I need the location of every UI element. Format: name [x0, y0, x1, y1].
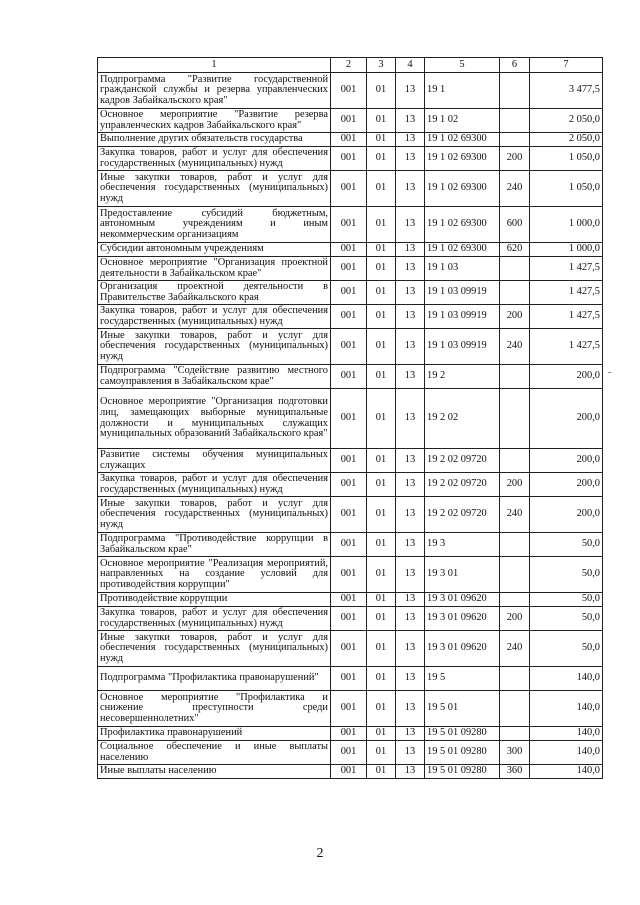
row-col2-cell: 001 [331, 281, 367, 305]
row-col4-cell: 13 [396, 73, 425, 109]
row-col4-cell: 13 [396, 207, 425, 243]
column-header-2: 2 [331, 58, 367, 73]
row-name-cell: Подпрограмма "Профилактика правонарушений" [98, 667, 331, 691]
table-row [98, 365, 603, 389]
row-code-cell: 19 3 [425, 533, 500, 557]
row-name-cell: Закупка товаров, работ и услуг для обеспечения государственных (муниципальных) нужд [98, 305, 331, 329]
row-col6-cell [500, 691, 530, 727]
row-amount-cell: 1 427,5 [530, 281, 603, 305]
row-col3-cell: 01 [367, 607, 396, 631]
row-code-cell: 19 2 [425, 365, 500, 389]
row-col2-cell: 001 [331, 449, 367, 473]
row-amount-cell: 200,0 [530, 473, 603, 497]
table-row [98, 329, 603, 365]
row-amount-cell: 140,0 [530, 727, 603, 741]
row-col4-cell: 13 [396, 607, 425, 631]
row-col2-cell: 001 [331, 389, 367, 449]
table-body [98, 73, 603, 779]
row-code-cell: 19 3 01 [425, 557, 500, 593]
row-col6-cell: 200 [500, 147, 530, 171]
row-col3-cell: 01 [367, 389, 396, 449]
row-col6-cell [500, 727, 530, 741]
row-col2-cell: 001 [331, 329, 367, 365]
row-amount-cell: 1 050,0 [530, 147, 603, 171]
table-row [98, 473, 603, 497]
row-col6-cell [500, 449, 530, 473]
row-col3-cell: 01 [367, 109, 396, 133]
row-col3-cell: 01 [367, 73, 396, 109]
row-col2-cell: 001 [331, 727, 367, 741]
row-col6-cell [500, 133, 530, 147]
row-code-cell: 19 1 02 69300 [425, 207, 500, 243]
row-code-cell: 19 1 02 69300 [425, 133, 500, 147]
row-amount-cell: 2 050,0 [530, 133, 603, 147]
row-amount-cell: 1 050,0 [530, 171, 603, 207]
row-col2-cell: 001 [331, 257, 367, 281]
row-col4-cell: 13 [396, 257, 425, 281]
column-header-6: 6 [500, 58, 530, 73]
table-row [98, 741, 603, 765]
row-amount-cell: 50,0 [530, 593, 603, 607]
row-col3-cell: 01 [367, 243, 396, 257]
row-col3-cell: 01 [367, 147, 396, 171]
table-row [98, 631, 603, 667]
row-code-cell: 19 3 01 09620 [425, 593, 500, 607]
row-code-cell: 19 2 02 09720 [425, 497, 500, 533]
table-row [98, 557, 603, 593]
row-name-cell: Развитие системы обучения муниципальных служащих [98, 449, 331, 473]
row-amount-cell: 200,0 [530, 449, 603, 473]
row-col4-cell: 13 [396, 631, 425, 667]
row-col4-cell: 13 [396, 305, 425, 329]
row-col2-cell: 001 [331, 533, 367, 557]
row-col6-cell [500, 257, 530, 281]
budget-table [97, 57, 603, 779]
row-col4-cell: 13 [396, 741, 425, 765]
row-code-cell: 19 1 02 69300 [425, 243, 500, 257]
row-col3-cell: 01 [367, 257, 396, 281]
row-col2-cell: 001 [331, 631, 367, 667]
row-name-cell: Иные закупки товаров, работ и услуг для обеспечения государственных (муниципальных) нужд [98, 497, 331, 533]
row-col6-cell [500, 73, 530, 109]
row-col4-cell: 13 [396, 557, 425, 593]
row-name-cell: Подпрограмма "Противодействие коррупции в Забайкальском крае" [98, 533, 331, 557]
row-col6-cell [500, 533, 530, 557]
row-col6-cell: 240 [500, 171, 530, 207]
row-col4-cell: 13 [396, 365, 425, 389]
row-amount-cell: 140,0 [530, 765, 603, 779]
row-name-cell: Основное мероприятие "Развитие резерва управленческих кадров Забайкальского края" [98, 109, 331, 133]
row-col4-cell: 13 [396, 281, 425, 305]
row-col2-cell: 001 [331, 557, 367, 593]
table-row [98, 281, 603, 305]
row-name-cell: Основное мероприятие "Реализация мероприятий, направленных на создание условий для противодействия коррупции" [98, 557, 331, 593]
row-col2-cell: 001 [331, 207, 367, 243]
row-col2-cell: 001 [331, 741, 367, 765]
row-col6-cell [500, 593, 530, 607]
row-col4-cell: 13 [396, 389, 425, 449]
row-amount-cell: 1 000,0 [530, 207, 603, 243]
row-amount-cell: 50,0 [530, 533, 603, 557]
row-col4-cell: 13 [396, 727, 425, 741]
row-name-cell: Закупка товаров, работ и услуг для обеспечения государственных (муниципальных) нужд [98, 147, 331, 171]
row-amount-cell: 50,0 [530, 557, 603, 593]
row-col2-cell: 001 [331, 133, 367, 147]
row-col2-cell: 001 [331, 243, 367, 257]
table-row [98, 147, 603, 171]
row-name-cell: Закупка товаров, работ и услуг для обеспечения государственных (муниципальных) нужд [98, 607, 331, 631]
column-header-4: 4 [396, 58, 425, 73]
row-name-cell: Предоставление субсидий бюджетным, автономным учреждениям и иным некоммерческим организациям [98, 207, 331, 243]
row-name-cell: Иные закупки товаров, работ и услуг для обеспечения государственных (муниципальных) нужд [98, 631, 331, 667]
row-col4-cell: 13 [396, 243, 425, 257]
row-col3-cell: 01 [367, 593, 396, 607]
table-row [98, 73, 603, 109]
margin-mark: - [608, 367, 612, 378]
column-header-1: 1 [98, 58, 331, 73]
row-col6-cell: 200 [500, 305, 530, 329]
table-row [98, 667, 603, 691]
row-name-cell: Организация проектной деятельности в Правительстве Забайкальского края [98, 281, 331, 305]
row-col3-cell: 01 [367, 727, 396, 741]
row-col3-cell: 01 [367, 741, 396, 765]
row-code-cell: 19 2 02 [425, 389, 500, 449]
table-row [98, 497, 603, 533]
row-col4-cell: 13 [396, 691, 425, 727]
row-name-cell: Профилактика правонарушений [98, 727, 331, 741]
row-amount-cell: 140,0 [530, 691, 603, 727]
row-amount-cell: 200,0 [530, 389, 603, 449]
row-amount-cell: 200,0 [530, 497, 603, 533]
row-col2-cell: 001 [331, 147, 367, 171]
row-code-cell: 19 1 02 [425, 109, 500, 133]
row-amount-cell: 200,0 [530, 365, 603, 389]
row-col3-cell: 01 [367, 133, 396, 147]
row-col2-cell: 001 [331, 497, 367, 533]
row-col6-cell: 240 [500, 329, 530, 365]
row-col6-cell: 360 [500, 765, 530, 779]
row-col2-cell: 001 [331, 473, 367, 497]
row-col6-cell: 620 [500, 243, 530, 257]
row-col2-cell: 001 [331, 305, 367, 329]
row-code-cell: 19 1 03 09919 [425, 281, 500, 305]
row-col2-cell: 001 [331, 765, 367, 779]
table-row [98, 305, 603, 329]
row-name-cell: Субсидии автономным учреждениям [98, 243, 331, 257]
row-name-cell: Основное мероприятие "Организация проектной деятельности в Забайкальском крае" [98, 257, 331, 281]
table-row [98, 533, 603, 557]
table-row [98, 449, 603, 473]
row-col4-cell: 13 [396, 147, 425, 171]
row-col4-cell: 13 [396, 497, 425, 533]
table-row [98, 207, 603, 243]
row-col2-cell: 001 [331, 365, 367, 389]
row-col4-cell: 13 [396, 133, 425, 147]
row-name-cell: Противодействие коррупции [98, 593, 331, 607]
row-col3-cell: 01 [367, 171, 396, 207]
row-amount-cell: 1 427,5 [530, 329, 603, 365]
row-col3-cell: 01 [367, 473, 396, 497]
row-code-cell: 19 1 02 69300 [425, 147, 500, 171]
row-col6-cell: 300 [500, 741, 530, 765]
row-name-cell: Основное мероприятие "Организация подготовки лиц, замещающих выборные муниципальные должности и муниципальных служащих муниципальных образований Забайкальского края" [98, 389, 331, 449]
row-col4-cell: 13 [396, 171, 425, 207]
row-name-cell: Иные выплаты населению [98, 765, 331, 779]
table-row [98, 593, 603, 607]
row-col2-cell: 001 [331, 73, 367, 109]
row-code-cell: 19 3 01 09620 [425, 631, 500, 667]
row-col6-cell [500, 365, 530, 389]
row-col3-cell: 01 [367, 281, 396, 305]
table-row [98, 171, 603, 207]
row-col6-cell [500, 109, 530, 133]
row-col2-cell: 001 [331, 691, 367, 727]
row-code-cell: 19 5 01 [425, 691, 500, 727]
row-amount-cell: 50,0 [530, 607, 603, 631]
table-row [98, 727, 603, 741]
table-row [98, 765, 603, 779]
column-header-7: 7 [530, 58, 603, 73]
row-col6-cell [500, 557, 530, 593]
row-col6-cell: 600 [500, 207, 530, 243]
row-amount-cell: 140,0 [530, 667, 603, 691]
row-code-cell: 19 1 02 69300 [425, 171, 500, 207]
row-col2-cell: 001 [331, 171, 367, 207]
row-code-cell: 19 5 01 09280 [425, 765, 500, 779]
row-amount-cell: 1 000,0 [530, 243, 603, 257]
table-row [98, 257, 603, 281]
row-name-cell: Подпрограмма "Развитие государственной гражданской службы и резерва управленческих кадров Забайкальского края" [98, 73, 331, 109]
row-name-cell: Социальное обеспечение и иные выплаты населению [98, 741, 331, 765]
row-col3-cell: 01 [367, 449, 396, 473]
table-row [98, 133, 603, 147]
row-col2-cell: 001 [331, 667, 367, 691]
table-row [98, 243, 603, 257]
page-number: 2 [316, 846, 324, 861]
row-code-cell: 19 2 02 09720 [425, 473, 500, 497]
row-col4-cell: 13 [396, 667, 425, 691]
row-col6-cell [500, 389, 530, 449]
row-amount-cell: 1 427,5 [530, 257, 603, 281]
row-col4-cell: 13 [396, 109, 425, 133]
table-row [98, 109, 603, 133]
row-col2-cell: 001 [331, 109, 367, 133]
row-name-cell: Иные закупки товаров, работ и услуг для обеспечения государственных (муниципальных) нужд [98, 171, 331, 207]
row-col4-cell: 13 [396, 329, 425, 365]
table-row [98, 607, 603, 631]
row-code-cell: 19 1 [425, 73, 500, 109]
row-amount-cell: 2 050,0 [530, 109, 603, 133]
row-amount-cell: 140,0 [530, 741, 603, 765]
row-code-cell: 19 1 03 09919 [425, 305, 500, 329]
row-amount-cell: 50,0 [530, 631, 603, 667]
row-col2-cell: 001 [331, 607, 367, 631]
row-col6-cell: 240 [500, 631, 530, 667]
row-amount-cell: 1 427,5 [530, 305, 603, 329]
row-col3-cell: 01 [367, 207, 396, 243]
row-name-cell: Выполнение других обязательств государства [98, 133, 331, 147]
row-amount-cell: 3 477,5 [530, 73, 603, 109]
row-col3-cell: 01 [367, 533, 396, 557]
row-col6-cell: 240 [500, 497, 530, 533]
table-header-row [98, 58, 603, 73]
table-row [98, 389, 603, 449]
row-code-cell: 19 2 02 09720 [425, 449, 500, 473]
row-col4-cell: 13 [396, 533, 425, 557]
row-col6-cell [500, 281, 530, 305]
row-col4-cell: 13 [396, 473, 425, 497]
row-col4-cell: 13 [396, 765, 425, 779]
row-code-cell: 19 5 [425, 667, 500, 691]
row-col6-cell: 200 [500, 473, 530, 497]
row-code-cell: 19 5 01 09280 [425, 741, 500, 765]
row-col4-cell: 13 [396, 449, 425, 473]
row-name-cell: Основное мероприятие "Профилактика и снижение преступности среди несовершеннолетних" [98, 691, 331, 727]
row-col3-cell: 01 [367, 497, 396, 533]
row-col3-cell: 01 [367, 305, 396, 329]
row-col3-cell: 01 [367, 631, 396, 667]
row-col3-cell: 01 [367, 557, 396, 593]
row-code-cell: 19 5 01 09280 [425, 727, 500, 741]
row-code-cell: 19 3 01 09620 [425, 607, 500, 631]
row-name-cell: Подпрограмма "Содействие развитию местного самоуправления в Забайкальском крае" [98, 365, 331, 389]
row-code-cell: 19 1 03 09919 [425, 329, 500, 365]
row-col3-cell: 01 [367, 691, 396, 727]
column-header-5: 5 [425, 58, 500, 73]
row-name-cell: Иные закупки товаров, работ и услуг для обеспечения государственных (муниципальных) нужд [98, 329, 331, 365]
column-header-3: 3 [367, 58, 396, 73]
row-col3-cell: 01 [367, 667, 396, 691]
row-col4-cell: 13 [396, 593, 425, 607]
row-col6-cell [500, 667, 530, 691]
table-row [98, 691, 603, 727]
row-col3-cell: 01 [367, 365, 396, 389]
row-col6-cell: 200 [500, 607, 530, 631]
row-name-cell: Закупка товаров, работ и услуг для обеспечения государственных (муниципальных) нужд [98, 473, 331, 497]
row-col3-cell: 01 [367, 329, 396, 365]
row-col2-cell: 001 [331, 593, 367, 607]
row-code-cell: 19 1 03 [425, 257, 500, 281]
row-col3-cell: 01 [367, 765, 396, 779]
